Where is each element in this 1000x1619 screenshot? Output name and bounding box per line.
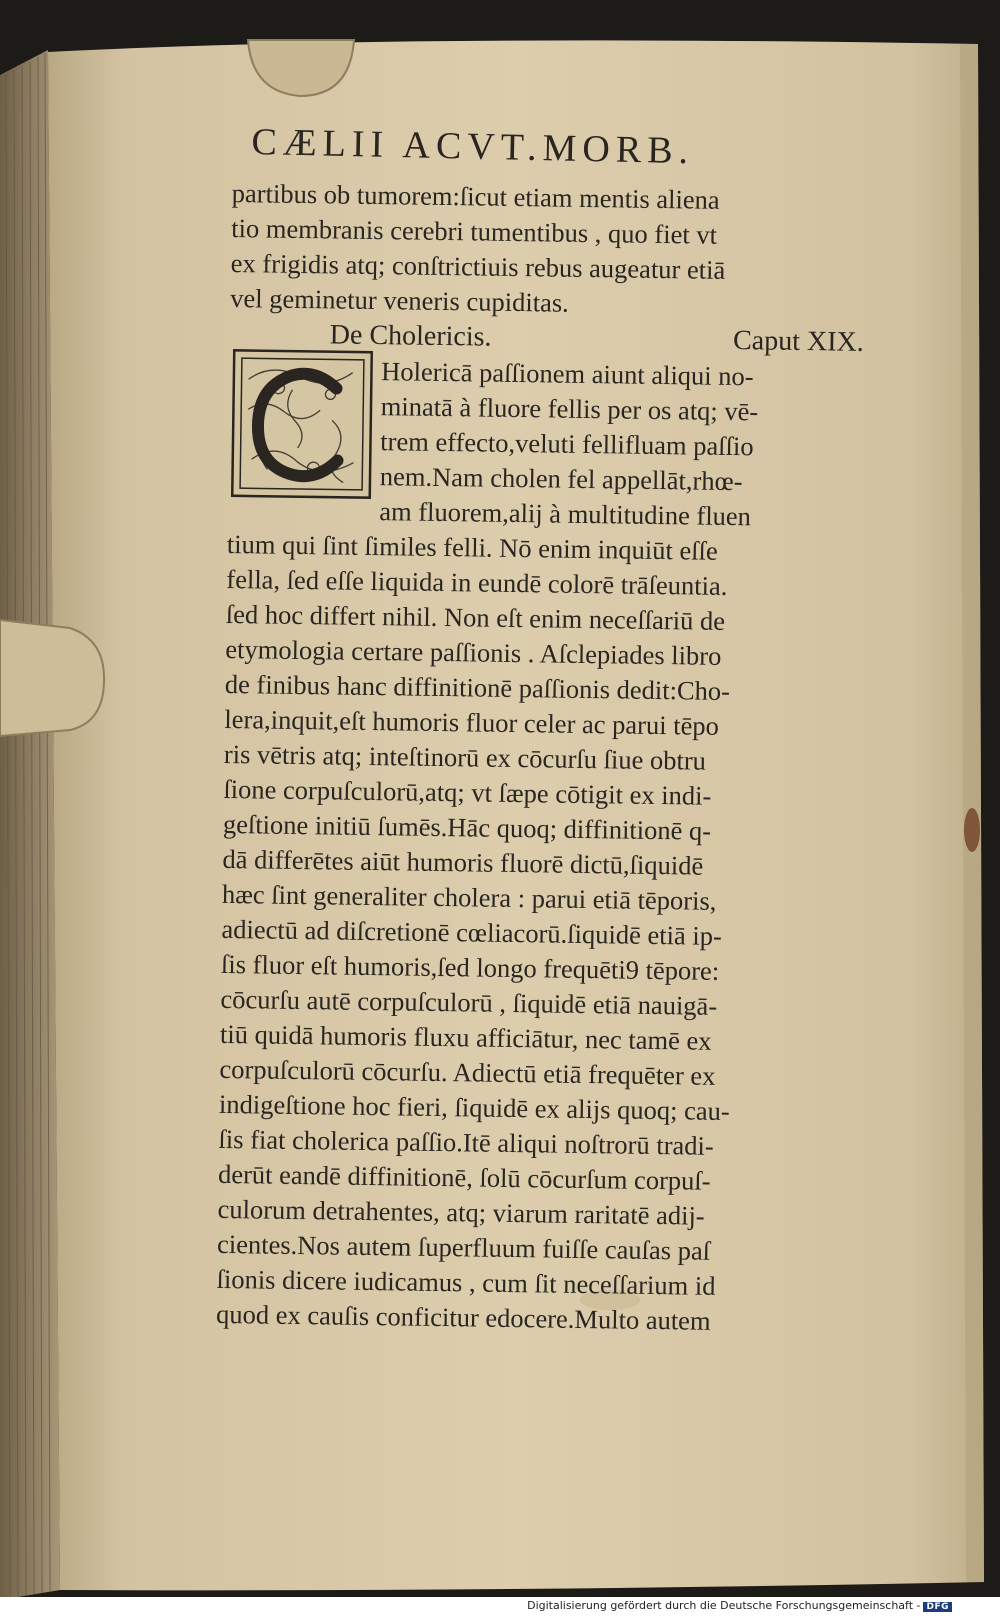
text-line: vel geminetur veneris cupiditas. [230,282,569,318]
text-line-indented: am fluorem,alij à multitudine fluen [379,496,752,532]
text-body [216,176,862,1341]
text-line: tiū quidā humoris fluxu afficiātur, nec tamē ex [219,1018,712,1056]
text-line-indented: trem effecto,veluti fellifluam paſſio [380,426,754,462]
text-line: tium qui ſint ſimiles felli. Nō enim inquiūt eſſe [226,528,718,566]
credit-text: Digitalisierung gefördert durch die Deutsche Forschungsgemeinschaft - [527,1599,921,1612]
text-line: cōcurſu autē corpuſculorū , ſiquidē etiā nauigā- [220,983,718,1021]
text-line: partibus ob tumorem:ſicut etiam mentis aliena [231,177,720,215]
text-line: ſione corpuſculorū,atq; vt ſæpe cōtigit ex indi- [223,773,712,811]
text-line: ſis fiat cholerica paſſio.Itē aliqui noſtrorū tradi- [218,1123,714,1161]
text-line-indented: Holericā paſſionem aiunt aliqui no- [381,356,754,392]
text-line: indigeſtione hoc fieri, ſiquidē ex alijs quoq; cau- [218,1088,730,1127]
text-line: de finibus hanc diffinitionē paſſionis dedit:Cho- [224,668,731,707]
text-line: fella, ſed eſſe liquida in eundē colorē trāſeuntia. [226,563,728,601]
text-line: derūt eandē diffinitionē, ſolū cōcurſum corpuſ- [217,1158,711,1196]
text-line-indented: minatā à fluore fellis per os atq; vē- [380,391,759,427]
text-line: etymologia certare paſſionis . Aſclepiades libro [225,633,722,671]
text-line: geſtione initiū ſumēs.Hāc quoq; diffinitionē q- [222,808,712,846]
digitization-credit [525,1598,954,1613]
chapter-title: De Cholericis. [329,319,492,353]
dfg-logo-badge: DFG [923,1602,952,1612]
text-line: corpuſculorū cōcurſu. Adiectū etiā frequēter ex [219,1053,716,1091]
running-head: CÆLII ACVT.MORB. [251,120,695,173]
text-line: ſed hoc differt nihil. Non eſt enim neceſſariū de [225,598,726,636]
text-line: lera,inquit,eſt humoris fluor celer ac parui tēpo [224,703,720,741]
text-line-indented: nem.Nam cholen fel appellāt,rhœ- [379,461,743,497]
chapter-number: Caput XIX. [732,325,864,358]
text-line: ſionis dicere iudicamus , cum ſit neceſſarium id [216,1263,716,1301]
text-line: dā differētes aiūt humoris fluorē dictū,ſiquidē [222,843,704,881]
text-line: ris vētris atq; inteſtinorū ex cōcurſu ſiue obtru [223,738,707,776]
text-line: ſis fluor eſt humoris,ſed longo frequēti9 tēpore: [220,948,720,986]
text-line: hæc ſint generaliter cholera : parui etiā tēporis, [221,878,717,916]
text-line: culorum detrahentes, atq; viarum raritatē adij- [217,1193,705,1231]
text-line: cientes.Nos autem ſuperfluum fuiſſe cauſas paſ [216,1228,711,1266]
text-line: quod ex cauſis conficitur edocere.Multo autem [215,1298,711,1336]
text-line: ex frigidis atq; conſtrictiuis rebus augeatur etiā [230,247,726,285]
text-line: tio membranis cerebri tumentibus , quo fiet vt [231,212,718,250]
text-line: adiectū ad diſcretionē cœliacorū.ſiquidē etiā ip- [221,913,722,951]
